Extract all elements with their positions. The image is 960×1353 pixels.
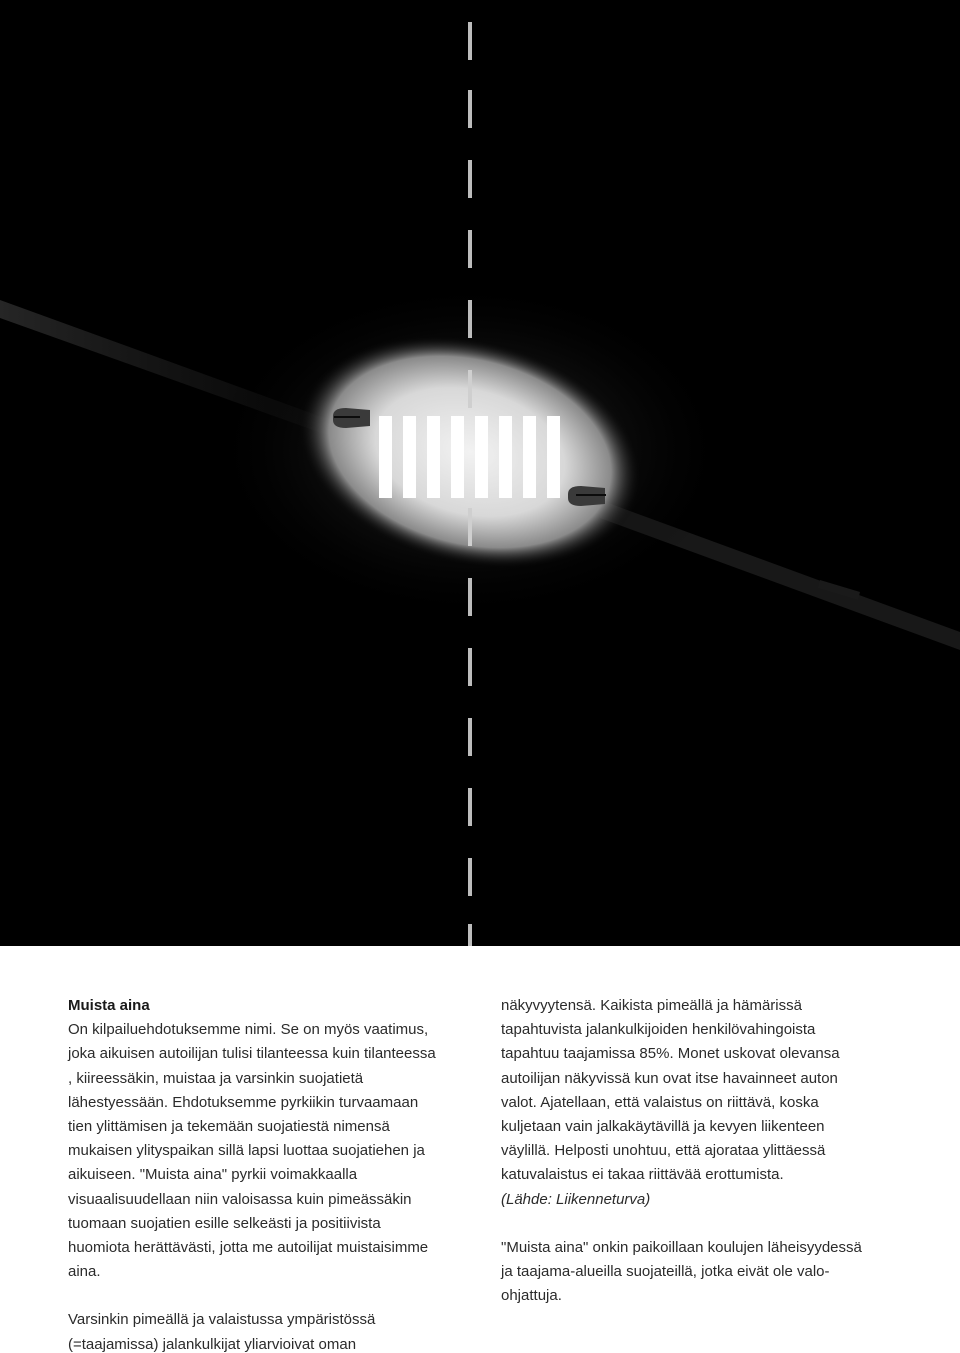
article-paragraph: "Muista aina" onkin paikoillaan koulujen läheisyydessä ja taajama-alueilla suojateillä, jotka eivät ole valo- ohjattuja. xyxy=(501,1238,862,1305)
paragraph-gap xyxy=(68,1284,468,1308)
zebra-stripe xyxy=(403,416,416,498)
zebra-stripe xyxy=(475,416,488,498)
zebra-stripe xyxy=(379,416,392,498)
lane-dash xyxy=(468,300,472,338)
article-paragraph: näkyvyytensä. Kaikista pimeällä ja hämärissä tapahtuvista jalankulkijoiden henkilövahingoista tapahtuu taajamissa 85%. Monet uskovat olevansa autoilijan näkyvissä kun ovat itse havainneet auton valot. Ajatellaan, että valaistus on riittävä, koska kuljetaan vain jalkakäytävillä ja kevyen liikenteen väylillä. Helposti unohtuu, että ajorataa ylittäessä katuvalaistus ei takaa riittävää erottumista. xyxy=(501,997,840,1184)
article-column-right xyxy=(501,994,901,1308)
lane-dash xyxy=(468,718,472,756)
paragraph-gap xyxy=(501,1212,901,1236)
lane-dash xyxy=(468,578,472,616)
lane-dash xyxy=(468,90,472,128)
zebra-stripe xyxy=(451,416,464,498)
zebra-stripe xyxy=(499,416,512,498)
article-text-area xyxy=(0,946,960,1353)
article-column-left xyxy=(68,994,468,1353)
article-paragraph: Varsinkin pimeällä ja valaistussa ympäristössä (=taajamissa) jalankulkijat yliarvioivat oman xyxy=(68,1311,376,1353)
zebra-stripe xyxy=(523,416,536,498)
lane-dash xyxy=(468,858,472,896)
lane-dash xyxy=(468,230,472,268)
lane-dash xyxy=(468,924,472,946)
lane-dash xyxy=(468,648,472,686)
street-lamp-right xyxy=(568,486,606,506)
lane-dash xyxy=(468,508,472,546)
lane-dash xyxy=(468,370,472,408)
lane-dash xyxy=(468,22,472,60)
article-paragraph: On kilpailuehdotuksemme nimi. Se on myös vaatimus, joka aikuisen autoilijan tulisi tilanteessa kuin tilanteessa , kiireessäkin, muistaa ja varsinkin suojatietä lähestyessään. Ehdotuksemme pyrkiikin turvaamaan tien ylittämisen ja tekemään suojatiestä nimensä mukaisen ylityspaikan sillä lapsi luottaa suojatiehen ja aikuiseen. "Muista aina" pyrkii voimakkaalla visuaalisuudellaan niin valoisassa kuin pimeässäkin tuomaan suojatien esille selkeästi ja positiivista huomiota herättävästi, jotta me autoilijat muistaisimme aina. xyxy=(68,1021,436,1281)
zebra-stripe xyxy=(547,416,560,498)
article-heading: Muista aina xyxy=(68,997,150,1014)
street-lamp-left xyxy=(333,408,370,428)
lane-dash xyxy=(468,160,472,198)
zebra-stripe xyxy=(427,416,440,498)
source-citation: (Lähde: Liikenneturva) xyxy=(501,1190,651,1208)
lane-dash xyxy=(468,788,472,826)
